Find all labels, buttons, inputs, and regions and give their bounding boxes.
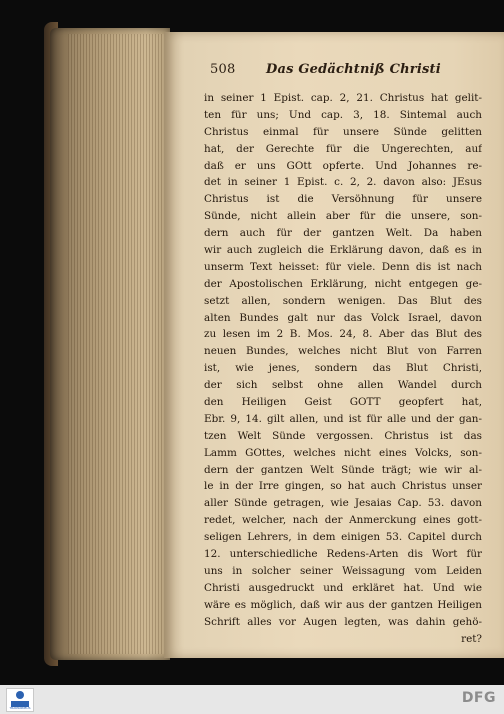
- logo-mark-icon: [16, 691, 24, 699]
- viewer-footer-bar: [0, 685, 504, 714]
- text-line: Lamm GOttes, welches nicht eines Volcks, son-: [204, 446, 482, 459]
- text-line: Sünde, nicht allein aber für die unsere, son-: [204, 210, 482, 223]
- page-header: [210, 62, 500, 82]
- text-line: der Apostolischen Erklärung, nicht entgegen ge-: [204, 277, 482, 290]
- library-logo-label: TRANSKRIBUS: [9, 706, 31, 710]
- text-line: wir auch zugleich die Erklärung davon, daß es in: [204, 244, 482, 257]
- text-line: zu lesen im 2 B. Mos. 24, 8. Aber das Blut des: [204, 328, 482, 341]
- text-line: wäre es möglich, daß wir aus der gantzen Heiligen: [204, 598, 482, 611]
- text-line: det in seiner 1 Epist. c. 2, 2. davon also: JEsus: [204, 176, 482, 189]
- text-line: setzt allen, sondern wenigen. Das Blut des: [204, 294, 482, 307]
- text-line: seligen Lehrers, in dem einigen 53. Capitel durch: [204, 531, 482, 544]
- text-line: den Heiligen Geist GOTT geopfert hat,: [204, 396, 482, 409]
- library-logo-icon[interactable]: [6, 688, 34, 712]
- dfg-logo[interactable]: DFG: [461, 690, 496, 706]
- text-line: Christus einmal für unsere Sünde gelitten: [204, 125, 482, 138]
- text-line: dern auch für der gantzen Welt. Da haben: [204, 227, 482, 240]
- running-title: Das Gedächtniß Christi: [266, 62, 441, 77]
- text-line: Christi ausgedruckt und erkläret hat. Und wie: [204, 581, 482, 594]
- text-line: in seiner 1 Epist. cap. 2, 21. Christus hat gelit-: [204, 92, 482, 104]
- text-line: 12. unterschiedliche Redens-Arten dis Wort für: [204, 548, 482, 561]
- text-line: Schrift alles vor Augen legten, was dahin gehö-: [204, 615, 482, 628]
- text-line: ret?: [461, 632, 482, 645]
- text-line: ten für uns; Und cap. 3, 18. Sintemal auch: [204, 108, 482, 121]
- text-line: Christus ist die Versöhnung für unsere: [204, 193, 482, 206]
- text-line: uns in solcher seiner Weissagung vom Leiden: [204, 564, 482, 577]
- text-line: redet, welcher, nach der Anmerckung eines gott-: [204, 514, 482, 527]
- text-line: aller Sünde getragen, wie Jesaias Cap. 53. davon: [204, 497, 482, 510]
- text-line: neuen Bundes, welches nicht Blut von Farren: [204, 345, 482, 358]
- text-line: dern der gantzen Welt Sünde trägt; wie wir al-: [204, 463, 482, 476]
- text-line: Ebr. 9, 14. gilt allen, und ist für alle und der gan-: [204, 412, 482, 425]
- text-line: le in der Irre gingen, so hat auch Christus unser: [204, 480, 482, 493]
- text-line: daß er uns GOtt opferte. Und Johannes re-: [204, 159, 482, 172]
- text-line: hat, der Gerechte für die Ungerechten, auf: [204, 142, 482, 155]
- page-body-text: [204, 90, 482, 647]
- book-page-edges: [50, 28, 170, 660]
- text-line: ist, wie jenes, sondern das Blut Christi,: [204, 362, 482, 375]
- text-line: der sich selbst ohne allen Wandel durch: [204, 379, 482, 392]
- page-number: 508: [210, 62, 236, 77]
- text-line: alten Bundes galt nur das Volck Israel, davon: [204, 311, 482, 324]
- text-line: tzen Welt Sünde vergossen. Christus ist das: [204, 429, 482, 442]
- text-line: unserm Text heisset: für viele. Denn dis ist nach: [204, 260, 482, 273]
